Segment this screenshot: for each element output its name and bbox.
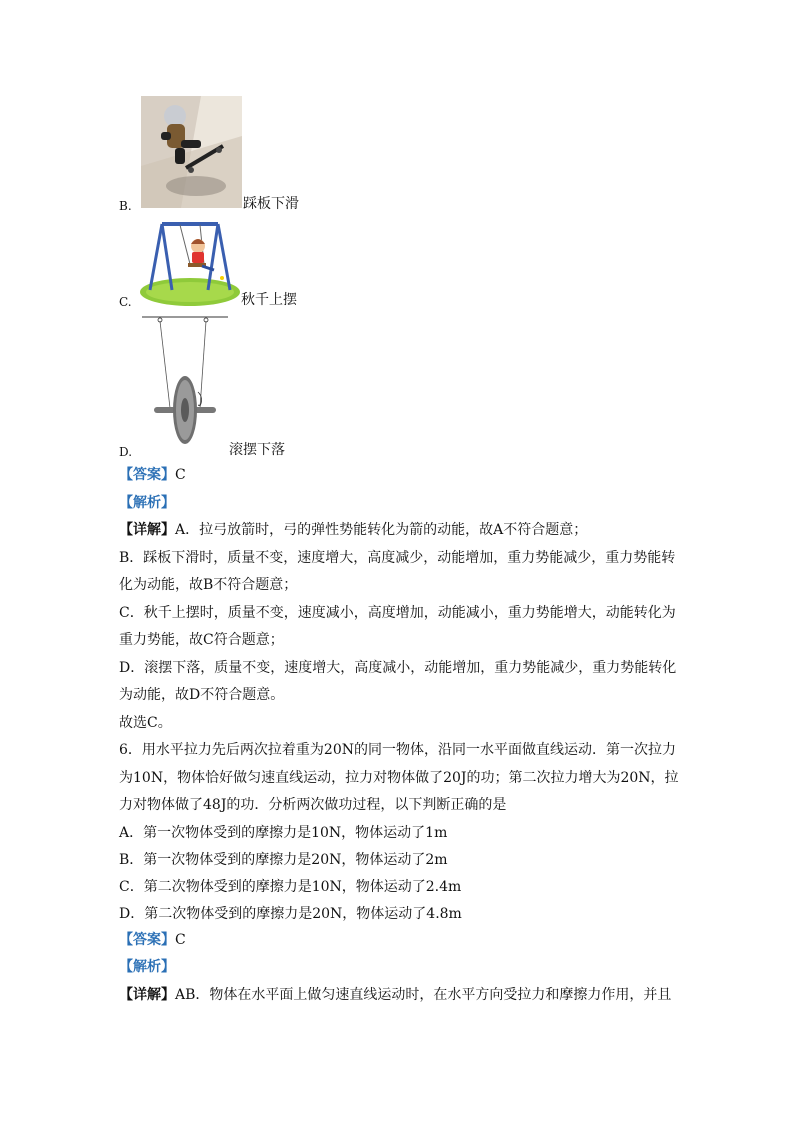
q5-detail-line: B．踩板下滑时，质量不变，速度增大，高度减少，动能增加，重力势能减少，重力势能转: [119, 550, 676, 566]
q5-detail-line: 化为动能，故B不符合题意；: [119, 577, 298, 593]
answer-tag: 【答案】: [119, 467, 175, 483]
answer-value: C: [175, 932, 186, 948]
q5-detail-line: 重力势能，故C符合题意；: [119, 632, 284, 648]
q6-answer: [119, 930, 679, 950]
option-d-letter: D.: [119, 445, 133, 459]
answer-value: C: [175, 467, 186, 483]
option-c-letter: C.: [119, 295, 132, 309]
analysis-tag: 【解析】: [119, 959, 175, 975]
detail-tag: 【详解】: [119, 987, 175, 1003]
option-d-caption: 滚摆下落: [229, 442, 285, 458]
q5-detail-line: D．滚摆下落，质量不变，速度增大，高度减小，动能增加，重力势能减少，重力势能转化: [119, 660, 677, 676]
detail-text: AB．物体在水平面上做匀速直线运动时，在水平方向受拉力和摩擦力作用，并且: [175, 987, 672, 1003]
detail-tag: 【详解】: [119, 522, 175, 538]
skateboard-child-photo: [141, 96, 242, 208]
q5-conclusion: 故选C。: [119, 715, 172, 731]
q5-analysis-heading: [119, 493, 679, 513]
q6-option-d: D．第二次物体受到的摩擦力是20N，物体运动了4.8m: [119, 906, 462, 922]
answer-tag: 【答案】: [119, 932, 175, 948]
q5-detail-line: 为动能，故D不符合题意。: [119, 687, 285, 703]
maxwell-pendulum: [140, 314, 230, 456]
option-b-caption: 踩板下滑: [243, 196, 299, 212]
q5-detail-line: C．秋千上摆时，质量不变，速度减小，高度增加，动能减小，重力势能增大，动能转化为: [119, 605, 676, 621]
option-c-caption: 秋千上摆: [241, 292, 297, 308]
q6-stem-line: 6．用水平拉力先后两次拉着重为20N的同一物体，沿同一水平面做直线运动．第一次拉力: [119, 742, 676, 758]
analysis-tag: 【解析】: [119, 495, 175, 511]
detail-text: A．拉弓放箭时，弓的弹性势能转化为箭的动能，故A不符合题意；: [175, 522, 588, 538]
q5-answer: [119, 465, 679, 485]
q6-option-c: C．第二次物体受到的摩擦力是10N，物体运动了2.4m: [119, 879, 462, 895]
q6-option-b: B．第一次物体受到的摩擦力是20N，物体运动了2m: [119, 852, 448, 868]
q6-stem-line: 力对物体做了48J的功．分析两次做功过程，以下判断正确的是: [119, 797, 507, 813]
swing-cartoon: [140, 220, 240, 308]
q5-detail-line: [119, 520, 679, 540]
q6-analysis-heading: [119, 957, 679, 977]
q6-option-a: A．第一次物体受到的摩擦力是10N，物体运动了1m: [119, 825, 448, 841]
option-b-letter: B.: [119, 199, 132, 213]
q6-stem-line: 为10N，物体恰好做匀速直线运动，拉力对物体做了20J的功；第二次拉力增大为20N，拉: [119, 770, 679, 786]
q6-detail-line: [119, 985, 679, 1005]
